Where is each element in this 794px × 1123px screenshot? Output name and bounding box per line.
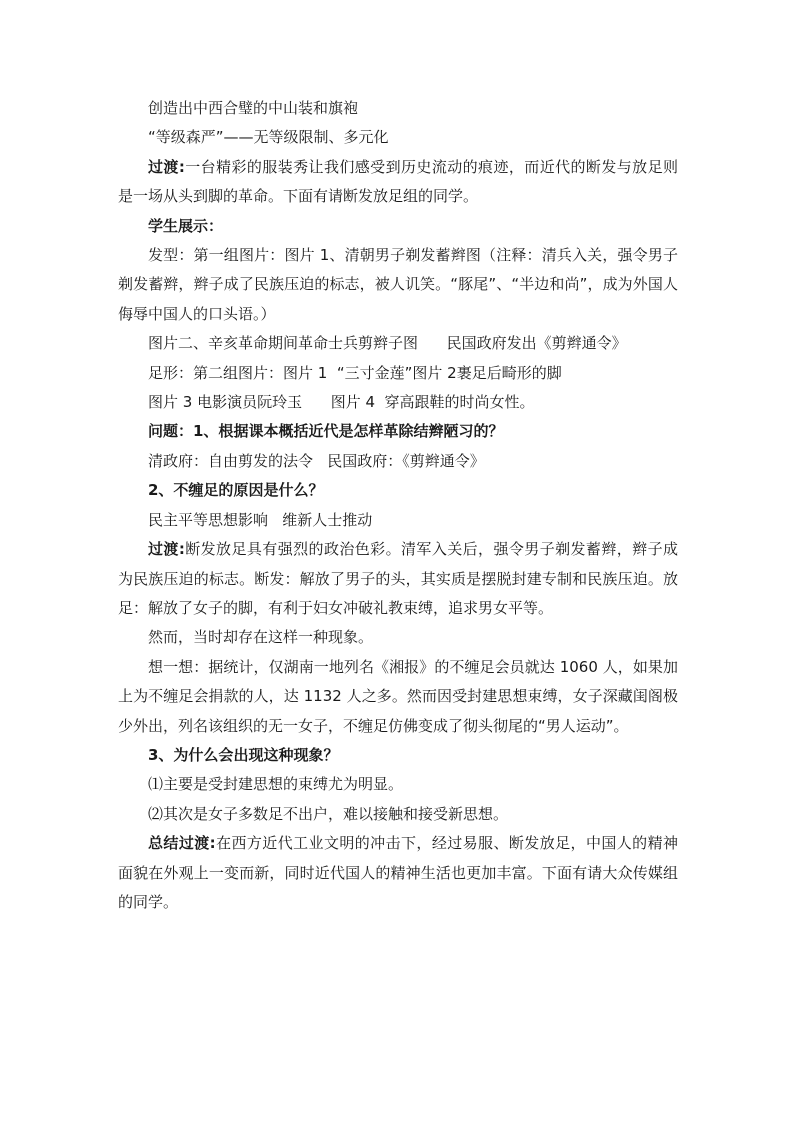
- paragraph-transition-1: [118, 153, 678, 212]
- question-heading: 3、为什么会出现这种现象？: [148, 745, 339, 764]
- paragraph-foot-shape: [118, 359, 678, 388]
- paragraph-answer-1: [118, 447, 678, 476]
- paragraph-text: ⑴主要是受封建思想的束缚尤为明显。: [148, 775, 404, 794]
- paragraph-text: 图片二、辛亥革命期间革命士兵剪辫子图 民国政府发出《剪辫通令》: [148, 334, 627, 353]
- paragraph-phenomenon: [118, 623, 678, 652]
- paragraph-picture-two: [118, 329, 678, 358]
- paragraph-question-1: [118, 417, 678, 446]
- transition-label: 过渡:: [148, 540, 185, 559]
- paragraph-think: [118, 653, 678, 741]
- paragraph-text: “等级森严”——无等级限制、多元化: [148, 128, 389, 147]
- paragraph-answer-2: [118, 506, 678, 535]
- paragraph-text: 然而，当时却存在这样一种现象。: [148, 628, 374, 647]
- document-body: [118, 94, 678, 917]
- paragraph-question-3: [118, 741, 678, 770]
- paragraph-zhongshan-qipao: [118, 94, 678, 123]
- paragraph-text: 一台精彩的服装秀让我们感受到历史流动的痕迹，而近代的断发与放足则是一场从头到脚的革命。下面有请断发放足组的同学。: [118, 157, 678, 206]
- paragraph-summary-transition: [118, 829, 678, 917]
- paragraph-question-2: [118, 476, 678, 505]
- transition-label: 过渡:: [148, 157, 185, 176]
- paragraph-transition-2: [118, 535, 678, 623]
- paragraph-reason-1: [118, 770, 678, 799]
- paragraph-text: 清政府：自由剪发的法令 民国政府：《剪辫通令》: [148, 451, 485, 470]
- paragraph-reason-2: [118, 800, 678, 829]
- paragraph-text: 图片 3 电影演员阮玲玉 图片 4 穿高跟鞋的时尚女性。: [148, 393, 535, 412]
- question-heading: 2、不缠足的原因是什么？: [148, 481, 324, 500]
- paragraph-text: 在西方近代工业文明的冲击下，经过易服、断发放足，中国人的精神面貌在外观上一变而新，同时近代国人的精神生活也更加丰富。下面有请大众传媒组的同学。: [118, 834, 678, 911]
- transition-label: 总结过渡:: [148, 834, 216, 853]
- paragraph-text: 想一想：据统计，仅湖南一地列名《湘报》的不缠足会员就达 1060 人，如果加上为不缠足会捐款的人，达 1132 人之多。然而因受封建思想束缚，女子深藏闺阁极少外出，列名该组织的无一女子，不缠足仿佛变成了彻头彻尾的“男人运动”。: [118, 657, 678, 735]
- paragraph-text: 断发放足具有强烈的政治色彩。清军入关后，强令男子剃发蓄辫，辫子成为民族压迫的标志。断发：解放了男子的头，其实质是摆脱封建专制和民族压迫。放足：解放了女子的脚，有利于妇女冲破礼教束缚，追求男女平等。: [118, 540, 678, 617]
- paragraph-hierarchy: [118, 123, 678, 152]
- section-heading: 学生展示：: [148, 216, 224, 235]
- paragraph-pictures-3-4: [118, 388, 678, 417]
- paragraph-text: 民主平等思想影响 维新人士推动: [148, 510, 373, 529]
- paragraph-text: 发型：第一组图片：图片 1、清朝男子剃发蓄辫图（注释：清兵入关，强令男子剃发蓄辫，辫子成了民族压迫的标志，被人讥笑。“豚尾”、“半边和尚”，成为外国人侮辱中国人的口头语。）: [118, 246, 678, 323]
- paragraph-text: ⑵其次是女子多数足不出户，难以接触和接受新思想。: [148, 804, 509, 823]
- question-heading: 问题：1、根据课本概括近代是怎样革除结辫陋习的？: [148, 422, 504, 441]
- paragraph-text: 创造出中西合璧的中山装和旗袍: [148, 99, 359, 117]
- paragraph-text: 足形：第二组图片：图片 1 “三寸金莲”图片 2裹足后畸形的脚: [148, 363, 562, 382]
- paragraph-student-display: [118, 212, 678, 241]
- paragraph-hairstyle: [118, 241, 678, 329]
